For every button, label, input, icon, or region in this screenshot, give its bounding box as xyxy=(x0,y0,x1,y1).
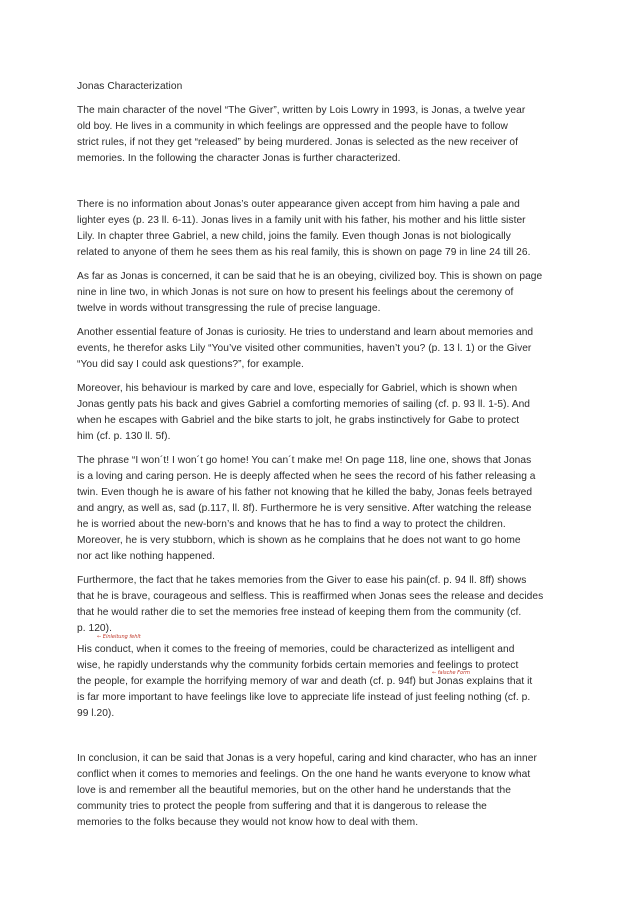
paragraph-line: events, he therefor asks Lily “You’ve visited other communities, haven’t you? (p. 13 l. 1) or the Giver xyxy=(77,343,532,354)
paragraph-line: related to anyone of them he sees them as his real family, this is shown on page 79 in line 24 till 26. xyxy=(77,247,531,258)
document-title: Jonas Characterization xyxy=(77,81,183,92)
paragraph-line: p. 120). xyxy=(77,623,112,634)
paragraph-line: is a loving and caring person. He is deeply affected when he sees the record of his father releasing a xyxy=(77,471,536,482)
paragraph-line: nine in line two, in which Jonas is not sure on how to present his feelings about the ceremony of xyxy=(77,287,514,298)
paragraph-line: that he would rather die to set the memories free instead of keeping them from the community (cf. xyxy=(77,607,522,618)
paragraph-line: twin. Even though he is aware of his father not knowing that he killed the baby, Jonas feels betrayed xyxy=(77,487,533,498)
paragraph-line: twelve in words without transgressing the rule of precise language. xyxy=(77,303,381,314)
paragraph-line: old boy. He lives in a community in which feelings are oppressed and the people have to follow xyxy=(77,121,508,132)
handwritten-annotation: ← falsche Form xyxy=(432,670,471,676)
paragraph-line: memories. In the following the character Jonas is further characterized. xyxy=(77,153,401,164)
paragraph-line: Moreover, his behaviour is marked by care and love, especially for Gabriel, which is shown when xyxy=(77,383,518,394)
paragraph-line: Moreover, he is very stubborn, which is shown as he complains that he does not want to go home xyxy=(77,535,521,546)
paragraph-line: love is and remember all the beautiful memories, but on the other hand he understands that the xyxy=(77,785,511,796)
paragraph-line: In conclusion, it can be said that Jonas is a very hopeful, caring and kind character, who has an inner xyxy=(77,753,537,764)
paragraph-line: he is worried about the new-born’s and knows that he has to find a way to protect the children. xyxy=(77,519,506,530)
paragraph-line: Jonas gently pats his back and gives Gabriel a comforting memories of sailing (cf. p. 93 ll. 1-5). And xyxy=(77,399,530,410)
paragraph-line: Lily. In chapter three Gabriel, a new child, joins the family. Even though Jonas is not biologically xyxy=(77,231,511,242)
paragraph-line: As far as Jonas is concerned, it can be said that he is an obeying, civilized boy. This is shown on page xyxy=(77,271,543,282)
paragraph-line: community tries to protect the people from suffering and that it is dangerous to release the xyxy=(77,801,487,812)
paragraph-line: conflict when it comes to memories and feelings. On the one hand he wants everyone to know what xyxy=(77,769,531,780)
paragraph-line: Furthermore, the fact that he takes memories from the Giver to ease his pain(cf. p. 94 ll. 8ff) shows xyxy=(77,575,527,586)
paragraph-line: nor act like nothing happened. xyxy=(77,551,216,562)
paragraph-line: The phrase “I won´t! I won´t go home! You can´t make me! On page 118, line one, shows that Jonas xyxy=(77,455,532,466)
paragraph-line: wise, he rapidly understands why the community forbids certain memories and feelings to protect xyxy=(77,660,519,671)
paragraph-line: him (cf. p. 130 ll. 5f). xyxy=(77,431,171,442)
handwritten-annotation: ← Einleitung fehlt xyxy=(97,634,141,640)
paragraph-line: is far more important to have feelings like love to appreciate life instead of just feeling nothing (cf. p. xyxy=(77,692,531,703)
paragraph-line: There is no information about Jonas’s outer appearance given accept from him having a pale and xyxy=(77,199,520,210)
paragraph-line: Another essential feature of Jonas is curiosity. He tries to understand and learn about memories and xyxy=(77,327,534,338)
paragraph-line: memories to the folks because they would not know how to deal with them. xyxy=(77,817,419,828)
paragraph-line: His conduct, when it comes to the freeing of memories, could be characterized as intelligent and xyxy=(77,644,515,655)
paragraph-line: and angry, as well as, sad (p.117, ll. 8f). Furthermore he is very sensitive. After watching the release xyxy=(77,503,532,514)
paragraph-line: the people, for example the horrifying memory of war and death (cf. p. 94f) but Jonas explains that it xyxy=(77,676,533,687)
paragraph-line: that he is brave, courageous and selfless. This is reaffirmed when Jonas sees the release and decides xyxy=(77,591,544,602)
paragraph-line: when he escapes with Gabriel and the bike starts to jolt, he grabs instinctively for Gabe to protect xyxy=(77,415,520,426)
paragraph-line: 99 l.20). xyxy=(77,708,115,719)
paragraph-line: lighter eyes (p. 23 ll. 6-11). Jonas lives in a family unit with his father, his mother and his little sister xyxy=(77,215,526,226)
paragraph-line: “You did say I could ask questions?”, for example. xyxy=(77,359,304,370)
paragraph-line: strict rules, if not they get “released” by being murdered. Jonas is selected as the new receiver of xyxy=(77,137,519,148)
paragraph-line: The main character of the novel “The Giver”, written by Lois Lowry in 1993, is Jonas, a twelve year xyxy=(77,105,526,116)
